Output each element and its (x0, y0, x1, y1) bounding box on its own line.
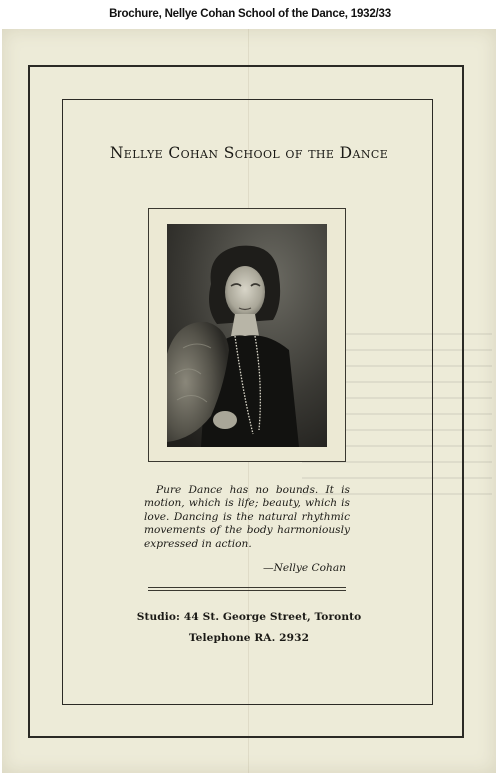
quote-attribution: —Nellye Cohan (263, 562, 346, 574)
studio-address: Studio: 44 St. George Street, Toronto (136, 611, 362, 623)
divider-rule-top (148, 587, 346, 588)
brochure-page (2, 29, 496, 773)
image-caption: Brochure, Nellye Cohan School of the Dance, 1932/33 (0, 0, 500, 28)
divider-rule-bottom (148, 590, 346, 591)
portrait-photo (167, 224, 327, 447)
portrait-illustration (167, 224, 327, 447)
telephone-number: Telephone RA. 2932 (188, 632, 310, 644)
brochure-title: Nellye Cohan School of the Dance (109, 144, 389, 162)
dance-quote: Pure Dance has no bounds. It is motion, which is life; beauty, which is love. Dancing is the natural rhythmic movements of the body harmoniously expressed in action. (144, 484, 350, 550)
